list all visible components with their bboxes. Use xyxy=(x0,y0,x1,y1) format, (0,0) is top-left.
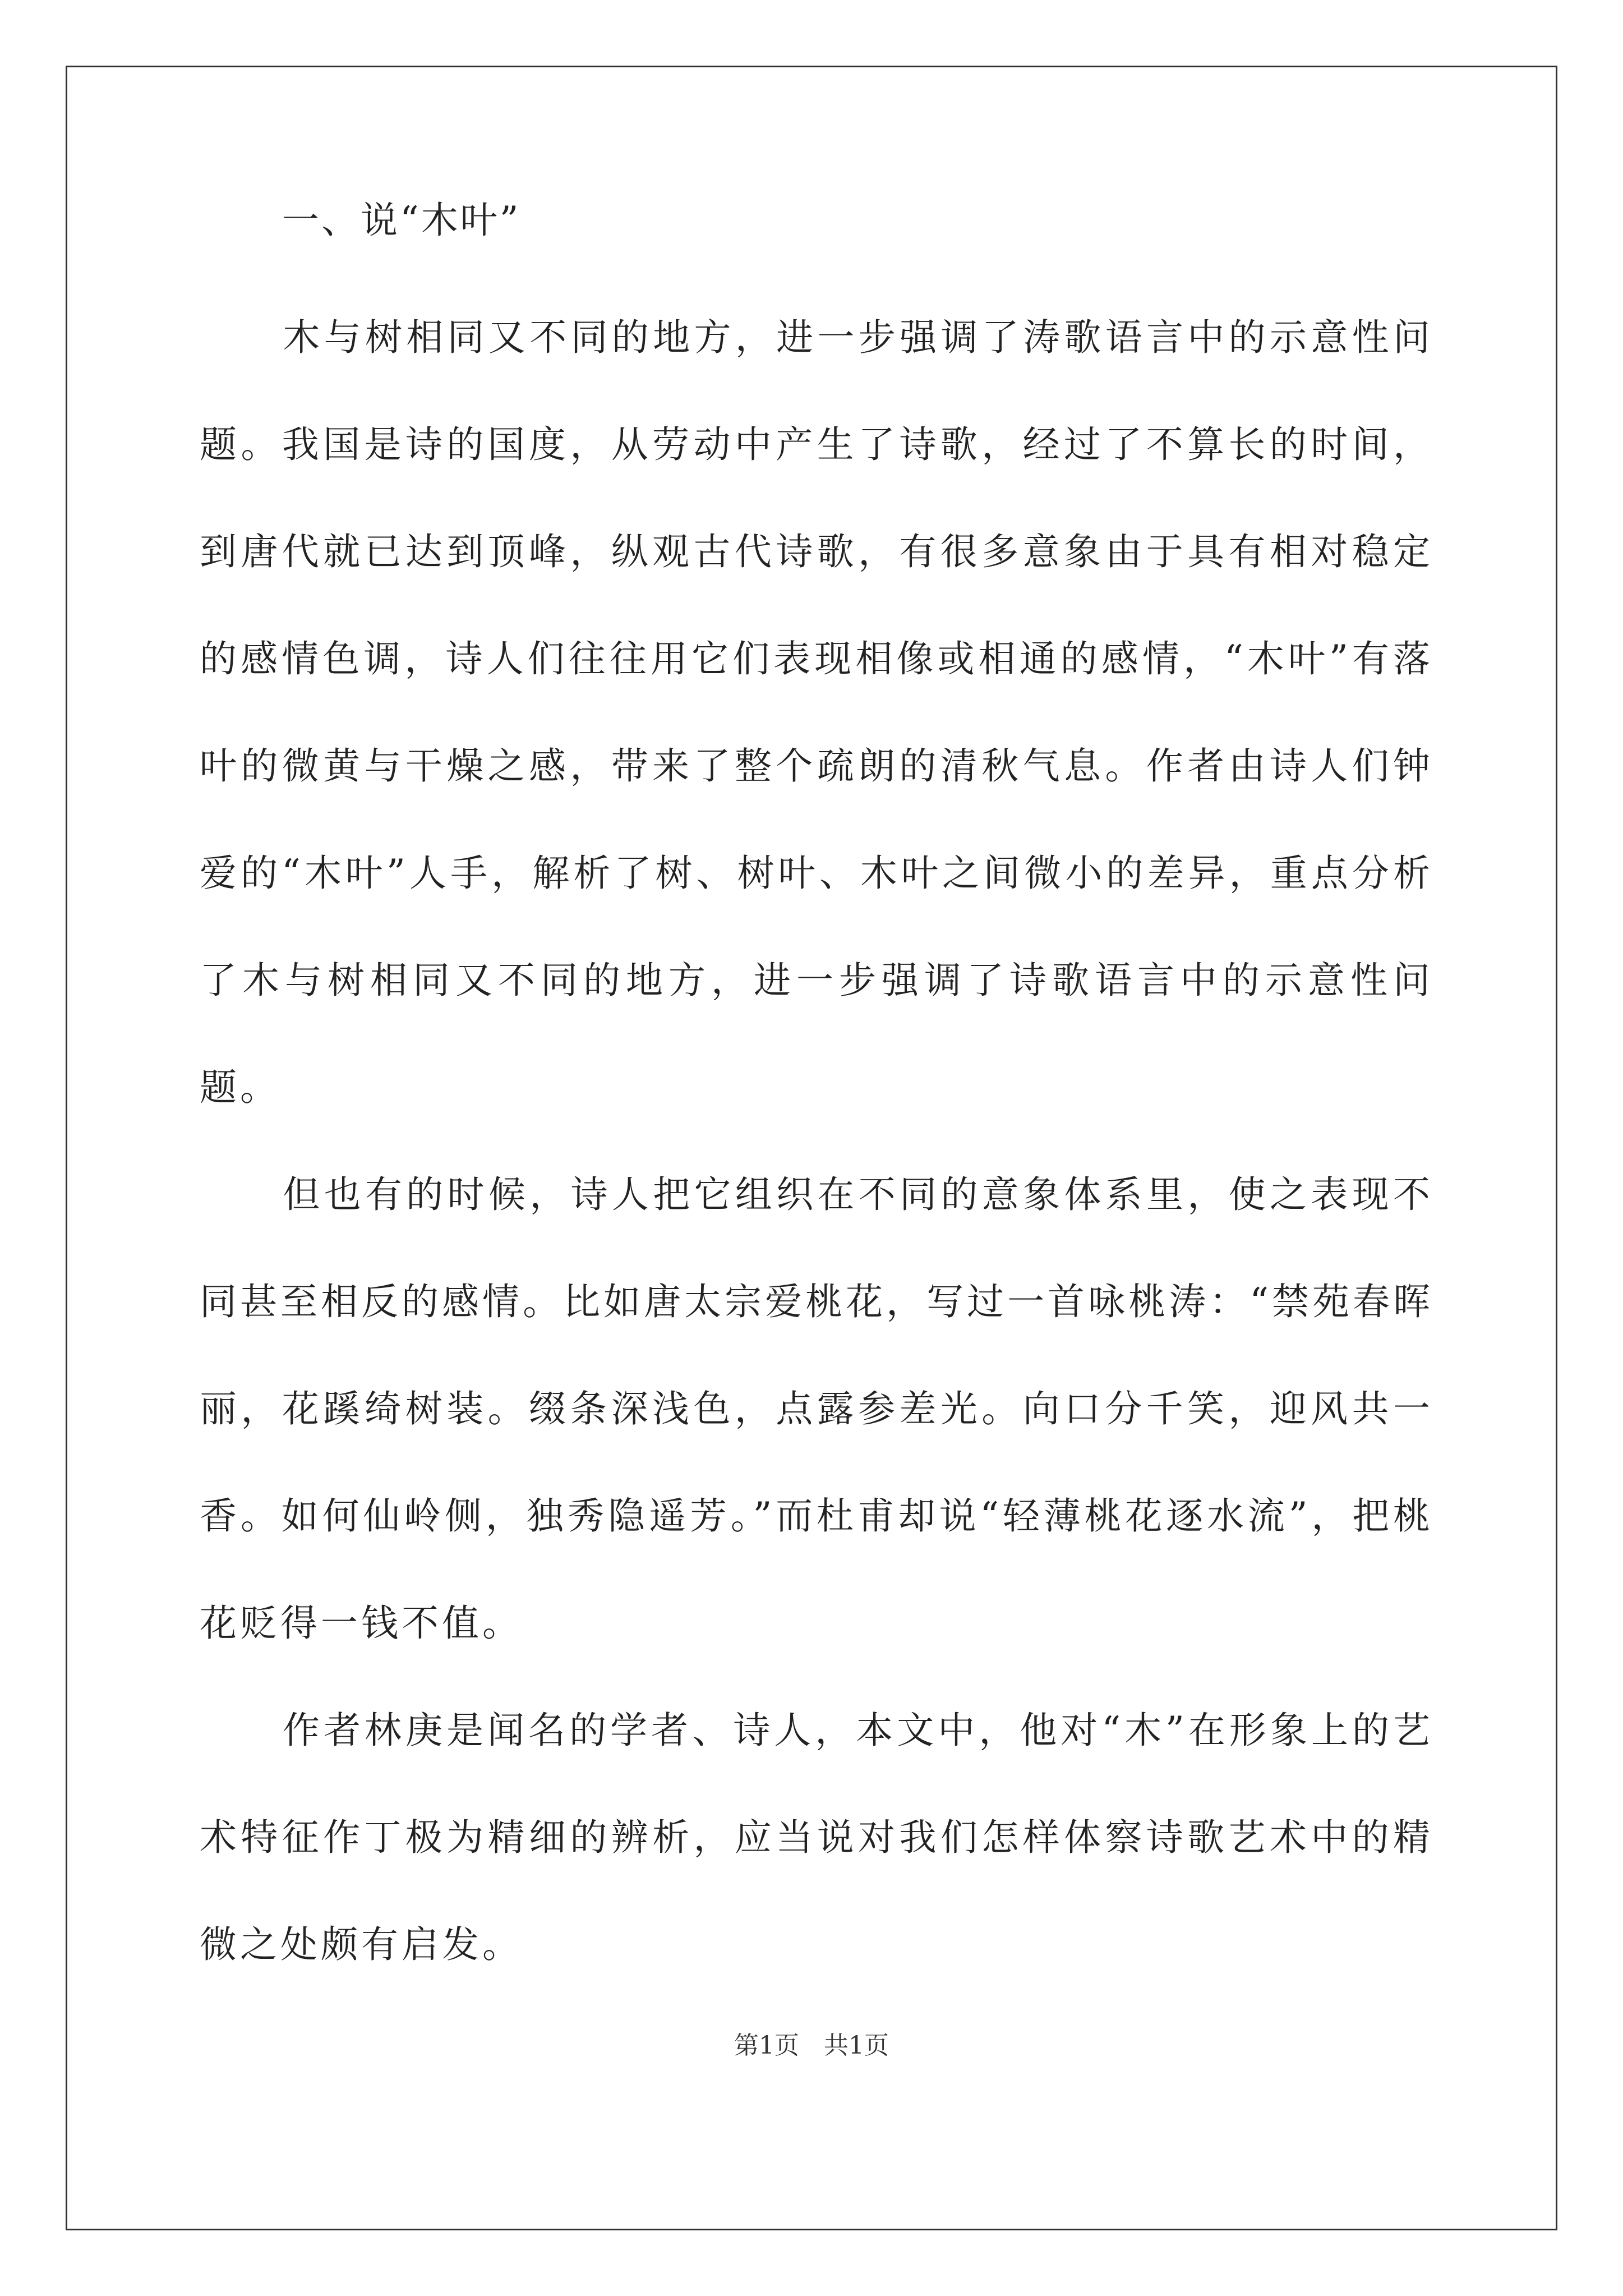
paragraph-1-text: 木与树相同又不同的地方，进一步强调了涛歌语言中的示意性问题。我国是诗的国度，从劳动中产生了诗歌，经过了不算长的时间，到唐代就已达到顶峰，纵观古代诗歌，有很多意象由于具有相对稳定的感情色调，诗人们往往用它们表现相像或相通的感情，“木叶”有落叶的微黄与干燥之感，带来了整个疏朗的清秋气息。作者由诗人们钟爱的“木叶”人手，解析了树、树叶、木叶之间微小的差异，重点分析了木与树相同又不同的地方，进一步强调了诗歌语言中的示意性问题。 xyxy=(200,316,1433,1109)
document-body xyxy=(200,199,1433,1998)
page-number-footer: 第1页 共1页 xyxy=(734,2031,889,2060)
paragraph-3 xyxy=(200,1677,1433,1998)
paragraph-1 xyxy=(200,284,1433,1141)
paragraph-2 xyxy=(200,1141,1433,1677)
section-heading: 一、说“木叶” xyxy=(282,199,521,242)
paragraph-3-text: 作者林庚是闻名的学者、诗人，本文中，他对“木”在形象上的艺术特征作丁极为精细的辨析，应当说对我们怎样体察诗歌艺术中的精微之处颇有启发。 xyxy=(200,1709,1433,1966)
paragraph-2-text: 但也有的时候，诗人把它组织在不同的意象体系里，使之表现不同甚至相反的感情。比如唐太宗爱桃花，写过一首咏桃涛：“禁苑春晖丽，花蹊绮树装。缀条深浅色，点露参差光。向口分千笑，迎风共一香。如何仙岭侧，独秀隐遥芳。”而杜甫却说“轻薄桃花逐水流”，把桃花贬得一钱不值。 xyxy=(200,1173,1433,1645)
